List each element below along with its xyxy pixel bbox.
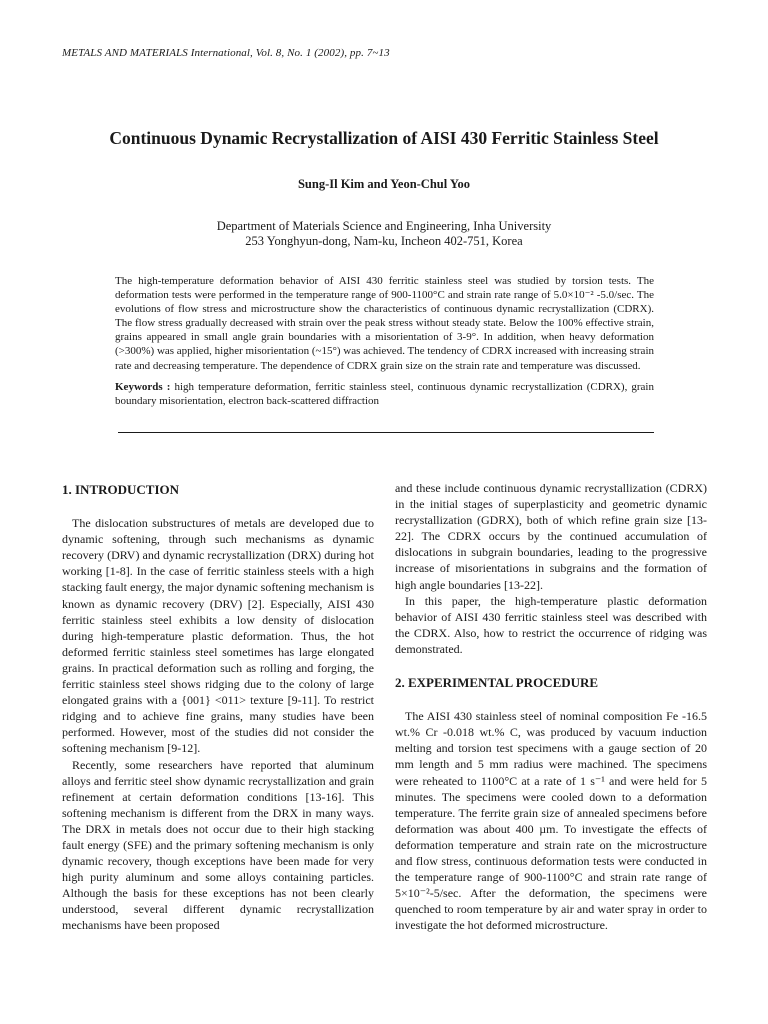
affiliation-line-1: Department of Materials Science and Engineering, Inha University xyxy=(216,219,552,233)
abstract-divider xyxy=(118,432,654,433)
affiliation xyxy=(0,219,768,249)
paper-title: Continuous Dynamic Recrystallization of AISI 430 Ferritic Stainless Steel xyxy=(109,128,659,148)
keywords xyxy=(115,380,654,408)
keywords-text: high temperature deformation, ferritic stainless steel, continuous dynamic recrystallization (CDRX), grain boundary misorientation, electron back-scattered diffraction xyxy=(115,380,654,407)
affiliation-line-2: 253 Yonghyun-dong, Nam-ku, Incheon 402-751, Korea xyxy=(245,234,523,248)
intro-paragraph-2-continued: and these include continuous dynamic recrystallization (CDRX) in the initial stages of superplasticity and geometric dynamic recrystallization (GDRX), both of which refine grain size [13-22]. The CDRX occurs by the continued accumulation of dislocations in subgrain boundaries, leading to the progressive increase of misorientations in subgrains and the formation of high angle boundaries [13-22]. xyxy=(395,481,707,592)
running-head: METALS AND MATERIALS International, Vol. 8, No. 1 (2002), pp. 7~13 xyxy=(62,47,390,59)
introduction-heading: 1. INTRODUCTION xyxy=(62,482,180,497)
left-column xyxy=(62,480,374,934)
abstract-block xyxy=(115,274,654,408)
experimental-paragraph-1: The AISI 430 stainless steel of nominal composition Fe -16.5 wt.% Cr -0.018 wt.% C, was produced by vacuum induction melting and torsion test specimens with a gauge section of 20 mm length and 5 mm radius were machined. The specimens were reheated to 1100°C at a rate of 1 s⁻¹ and were held for 5 minutes. The specimens were cooled down to a deformation temperature. The ferrite grain size of annealed specimens before deformation was about 400 µm. To investigate the effects of deformation temperature and strain rate on the microstructure and flow stress, continuous deformation tests were conducted in the temperature range of 900-1100°C and strain rate range of 5×10⁻²-5/sec. After the deformation, the specimens were quenched to room temperature by air and water spray in order to investigate the hot deformed microstructure. xyxy=(395,709,707,933)
experimental-procedure-heading: 2. EXPERIMENTAL PROCEDURE xyxy=(395,675,599,691)
keywords-label: Keywords : xyxy=(115,380,171,393)
intro-paragraph-2: Recently, some researchers have reported that aluminum alloys and ferritic steel show dynamic recrystallization and grain refinement at certain deformation conditions [13-16]. This softening mechanism is different from the DRX in many ways. The DRX in metals does not occur due to their high stacking fault energy (SFE) and the primary softening mechanism is only dynamic recovery, though exceptions have been made for very high purity aluminum and some alloys containing particles. Although the basis for these exceptions has not been clearly understood, several different dynamic recrystallization mechanisms have been proposed xyxy=(62,757,374,933)
abstract-text: The high-temperature deformation behavior of AISI 430 ferritic stainless steel was studied by torsion tests. The deformation tests were performed in the temperature range of 900-1100°C and strain rate range of 5.0×10⁻² -5.0/sec. The evolutions of flow stress and microstructure show the characteristics of continuous dynamic recrystallization (CDRX). The flow stress gradually decreased with strain over the peak stress without steady state. Below the 100% effective strain, grains appeared in small angle grain boundaries with a misorientation of 3-9°. In addition, when heavy deformation (>300%) was applied, higher misorientation (~15°) was achieved. The tendency of CDRX increased with increasing strain rate and decreasing temperature. The dependence of CDRX grain size on the strain rate and temperature was discussed. xyxy=(115,275,654,372)
authors: Sung-Il Kim and Yeon-Chul Yoo xyxy=(297,177,471,191)
right-column xyxy=(395,480,707,933)
intro-paragraph-3: In this paper, the high-temperature plastic deformation behavior of AISI 430 ferritic stainless steel was described with the CDRX. Also, how to restrict the occurrence of ridging was demonstrated. xyxy=(395,593,707,656)
intro-paragraph-1: The dislocation substructures of metals are developed due to dynamic softening, through such mechanisms as dynamic recovery (DRV) and dynamic recrystallization (DRX) during hot working [1-8]. In the case of ferritic stainless steels with a high stacking fault energy, the major dynamic softening mechanism is known as dynamic recovery (DRV) [2]. Especially, AISI 430 ferritic stainless steel exhibits a low density of dislocation during high-temperature plastic deformation. Thus, the hot deformed ferritic stainless steel sometimes has large elongated grains. In practical deformation such as rolling and forging, the ferritic stainless steel shows ridging due to the colony of large elongated grains with a {001} <011> texture [9-11]. To restrict ridging and to achieve fine grains, many studies have been performed. However, most of the studies did not consider the softening mechanism [9-12]. xyxy=(62,516,374,756)
